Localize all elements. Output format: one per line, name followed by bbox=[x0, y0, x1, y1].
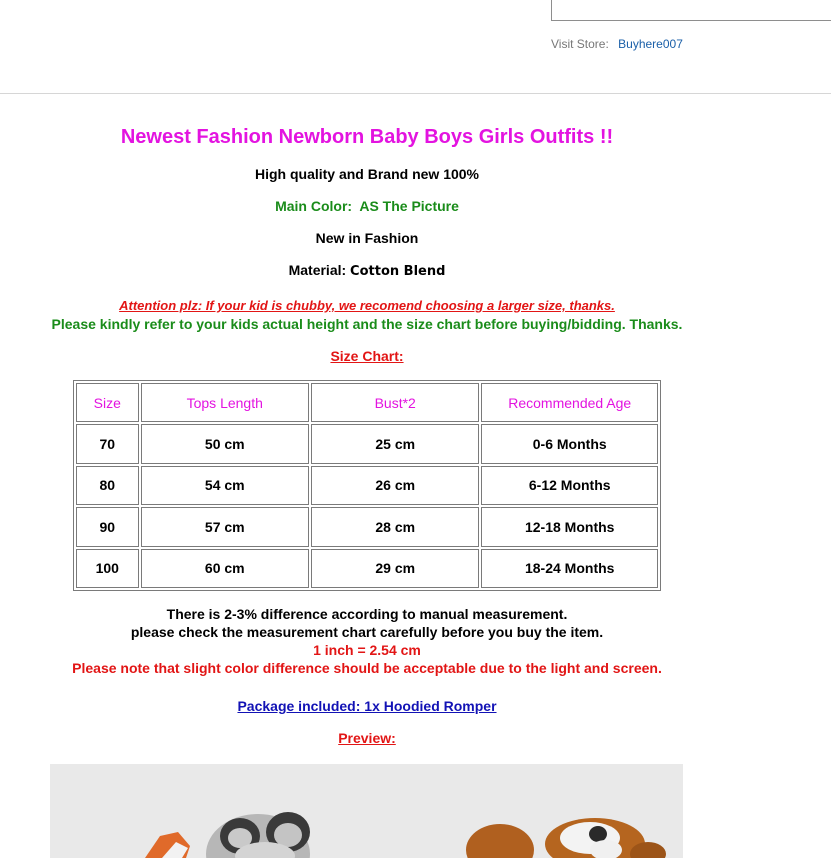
table-cell: 25 cm bbox=[311, 424, 479, 463]
preview-label: Preview: bbox=[338, 730, 396, 746]
size-chart-label: Size Chart: bbox=[330, 348, 404, 364]
header-divider bbox=[0, 93, 831, 94]
attention-note bbox=[0, 298, 734, 313]
product-title: Newest Fashion Newborn Baby Boys Girls Outfits !! bbox=[120, 126, 614, 148]
table-cell: 50 cm bbox=[141, 424, 309, 463]
inch-conversion-note: 1 inch = 2.54 cm bbox=[313, 642, 421, 658]
material-value: Cotton Blend bbox=[350, 264, 446, 279]
table-cell: 54 cm bbox=[141, 466, 309, 505]
table-cell: 0-6 Months bbox=[481, 424, 658, 463]
table-cell: 100 bbox=[76, 549, 139, 588]
measurement-check-note: please check the measurement chart carefully before you buy the item. bbox=[130, 624, 604, 640]
attention-text: Attention plz: If your kid is chubby, we recomend choosing a larger size, thanks. bbox=[119, 298, 615, 313]
new-in-line: New in Fashion bbox=[315, 230, 419, 246]
package-text: Package included: 1x Hoodied Romper bbox=[237, 698, 497, 714]
table-cell: 28 cm bbox=[311, 507, 479, 546]
header-cell: Tops Length bbox=[141, 383, 309, 422]
store-link[interactable]: Buyhere007 bbox=[618, 37, 683, 51]
table-row bbox=[76, 424, 658, 463]
table-cell: 57 cm bbox=[141, 507, 309, 546]
header-cell: Bust*2 bbox=[311, 383, 479, 422]
preview-photo bbox=[50, 764, 683, 858]
visit-store-label: Visit Store: bbox=[551, 37, 609, 51]
table-cell: 6-12 Months bbox=[481, 466, 658, 505]
measurement-difference-note: There is 2-3% difference according to manual measurement. bbox=[166, 606, 568, 622]
visit-store bbox=[551, 37, 683, 51]
top-input-box bbox=[551, 0, 831, 21]
material-line bbox=[0, 262, 734, 279]
table-cell: 26 cm bbox=[311, 466, 479, 505]
header-cell: Recommended Age bbox=[481, 383, 658, 422]
table-row bbox=[76, 549, 658, 588]
table-cell: 70 bbox=[76, 424, 139, 463]
size-chart-table bbox=[73, 380, 661, 591]
table-cell: 90 bbox=[76, 507, 139, 546]
quality-line: High quality and Brand new 100% bbox=[254, 166, 480, 182]
product-preview-image bbox=[50, 764, 683, 858]
main-color-line: Main Color: AS The Picture bbox=[275, 198, 459, 214]
table-cell: 18-24 Months bbox=[481, 549, 658, 588]
table-cell: 80 bbox=[76, 466, 139, 505]
material-label: Material: bbox=[288, 262, 347, 278]
size-chart-heading bbox=[0, 348, 734, 364]
table-row bbox=[76, 466, 658, 505]
header-cell: Size bbox=[76, 383, 139, 422]
table-cell: 29 cm bbox=[311, 549, 479, 588]
preview-heading bbox=[0, 730, 734, 746]
table-cell: 12-18 Months bbox=[481, 507, 658, 546]
table-header-row bbox=[76, 383, 658, 422]
color-difference-note: Please note that slight color difference should be acceptable due to the light and screen. bbox=[72, 660, 662, 676]
size-refer-note: Please kindly refer to your kids actual height and the size chart before buying/bidding. Thanks. bbox=[51, 316, 683, 332]
package-included bbox=[0, 698, 734, 714]
table-row bbox=[76, 507, 658, 546]
table-cell: 60 cm bbox=[141, 549, 309, 588]
